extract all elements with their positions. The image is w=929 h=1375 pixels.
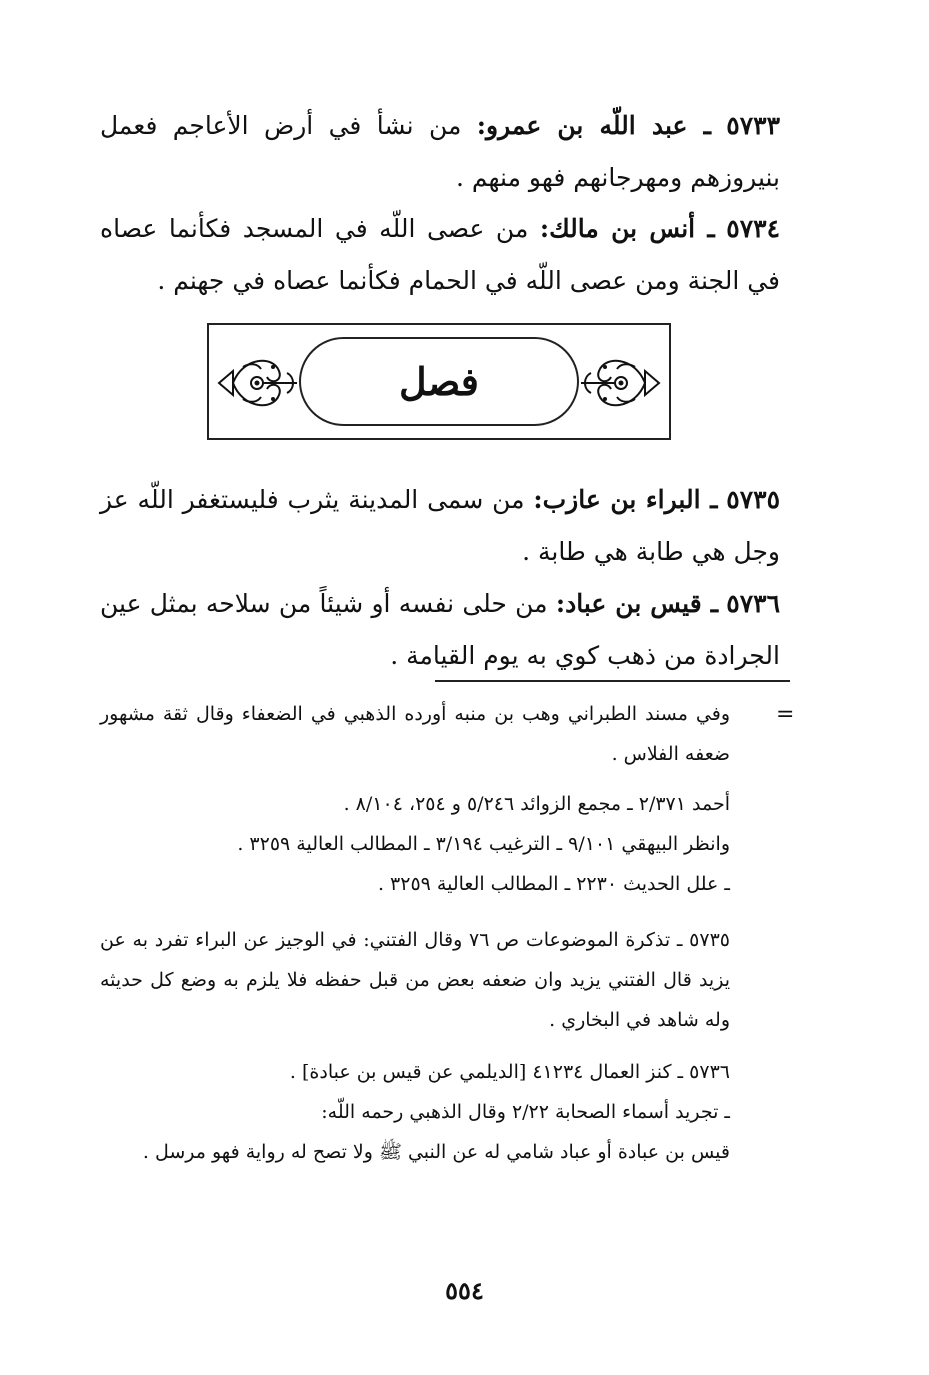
narrator-name: عبد اللّه بن عمرو: <box>476 111 688 140</box>
footnote-continuation-marker: = <box>776 702 795 727</box>
footnote-text: أحمد ٢/٣٧١ ـ مجمع الزوائد ٥/٢٤٦ و ٢٥٤، ٨/١٠٤ . <box>343 793 730 815</box>
ornament-right-icon <box>577 347 665 419</box>
narrator-name: قيس بن عباد: <box>555 589 702 618</box>
footnote-text: وانظر البيهقي ٩/١٠١ ـ الترغيب ٣/١٩٤ ـ المطالب العالية ٣٢٥٩ . <box>237 833 730 855</box>
footnote-separator <box>435 680 790 682</box>
footnote-text: ٥٧٣٦ ـ كنز العمال ٤١٢٣٤ [الديلمي عن قيس بن عبادة] . <box>289 1061 730 1083</box>
entry-number: ٥٧٣٣ <box>726 111 780 140</box>
footnote-text: ـ تجريد أسماء الصحابة ٢/٢٢ وقال الذهبي رحمه اللّه: <box>321 1101 730 1123</box>
ornament-left-icon <box>213 347 301 419</box>
footnote-text: قيس بن عبادة أو عباد شامي له عن النبي ﷺ ولا تصح له رواية فهو مرسل . <box>142 1141 730 1163</box>
hadith-entry-5735: ٥٧٣٥ ـ البراء بن عازب: من سمى المدينة يثرب فليستغفر اللّه عز وجل هي طابة هي طابة . <box>100 485 781 566</box>
section-title-cartouche <box>299 337 579 426</box>
section-title: فصل <box>399 359 479 404</box>
hadith-entry-5734: ٥٧٣٤ ـ أنس بن مالك: من عصى اللّه في المسجد فكأنما عصاه في الجنة ومن عصى اللّه في الحمام فكأنما عصاه في جهنم . <box>100 214 780 295</box>
hadith-text: من نشأ في أرض الأعاجم فعمل بنيروزهم ومهرجانهم فهو منهم . <box>100 111 780 192</box>
section-header-box <box>207 323 671 440</box>
footnote-text: ٥٧٣٥ ـ تذكرة الموضوعات ص ٧٦ وقال الفتني: في الوجيز عن البراء تفرد به عن يزيد قال الفتني يزيد وان ضعفه بعض من قبل حفظه فلا يلزم به وضع كل حديثه وله شاهد في البخاري . <box>100 929 730 1031</box>
narrator-name: أنس بن مالك: <box>539 214 696 243</box>
page-number: ٥٥٤ <box>445 1276 484 1305</box>
entry-number: ٥٧٣٦ <box>726 589 780 618</box>
hadith-text: من عصى اللّه في المسجد فكأنما عصاه في الجنة ومن عصى اللّه في الحمام فكأنما عصاه في جهنم . <box>100 214 780 295</box>
entry-number: ٥٧٣٥ <box>726 485 781 514</box>
footnote-text: وفي مسند الطبراني وهب بن منبه أورده الذهبي في الضعفاء وقال ثقة مشهور ضعفه الفلاس . <box>100 703 730 765</box>
footnote-text: ـ علل الحديث ٢٢٣٠ ـ المطالب العالية ٣٢٥٩ . <box>377 873 730 895</box>
narrator-name: البراء بن عازب: <box>533 485 701 514</box>
hadith-text: من سمى المدينة يثرب فليستغفر اللّه عز وجل هي طابة هي طابة . <box>100 485 780 566</box>
hadith-text: من حلى نفسه أو شيئاً من سلاحه بمثل عين الجرادة من ذهب كوي به يوم القيامة . <box>100 589 780 670</box>
entry-number: ٥٧٣٤ <box>726 214 780 243</box>
hadith-entry-5733: ٥٧٣٣ ـ عبد اللّه بن عمرو: من نشأ في أرض الأعاجم فعمل بنيروزهم ومهرجانهم فهو منهم . <box>100 111 780 192</box>
hadith-entry-5736: ٥٧٣٦ ـ قيس بن عباد: من حلى نفسه أو شيئاً من سلاحه بمثل عين الجرادة من ذهب كوي به يوم القيامة . <box>100 589 780 670</box>
